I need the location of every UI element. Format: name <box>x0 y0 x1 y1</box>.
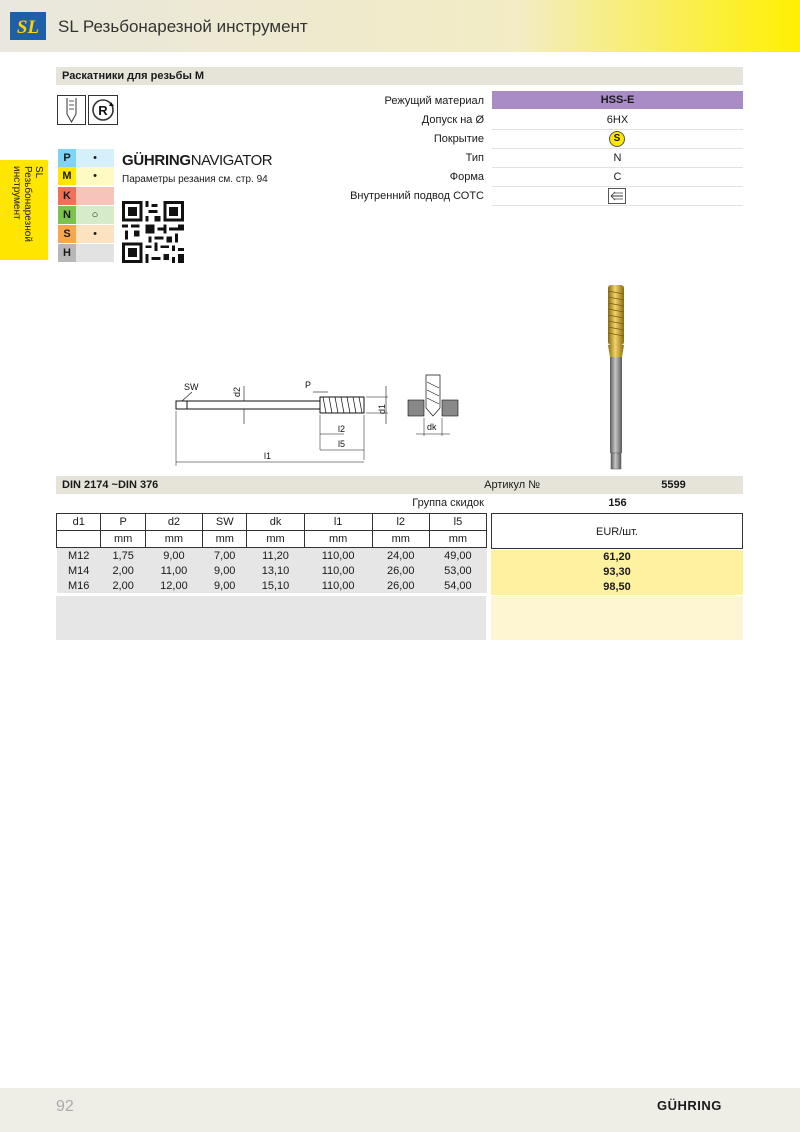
material-letter: N <box>58 206 76 224</box>
table-cell: 110,00 <box>304 548 372 564</box>
discount-group-value: 156 <box>608 497 627 509</box>
table-units-row <box>57 531 487 548</box>
material-row-k <box>58 187 114 205</box>
table-cell: 53,00 <box>429 563 486 578</box>
material-row-m <box>58 167 114 185</box>
article-label: Артикул № <box>484 479 540 491</box>
table-filler <box>56 596 486 640</box>
table-cell: 24,00 <box>372 548 429 564</box>
prop-label-coolant: Внутренний подвод СОТС <box>350 190 484 202</box>
qr-code-icon[interactable] <box>122 201 184 263</box>
material-row-n <box>58 206 114 224</box>
divider <box>492 167 743 168</box>
prop-value-tolerance: 6HX <box>606 114 629 126</box>
column-header: d2 <box>145 514 202 531</box>
table-row[interactable] <box>57 578 487 593</box>
table-cell: 110,00 <box>304 563 372 578</box>
column-header: d1 <box>57 514 101 531</box>
dim-label-l1: l1 <box>264 451 272 461</box>
material-row-p <box>58 149 114 167</box>
sl-logo-icon <box>10 12 46 40</box>
tool-symbol-icons <box>57 95 119 125</box>
price-cell: 93,30 <box>491 565 743 580</box>
tap-product-image <box>602 283 630 473</box>
table-cell: M12 <box>57 548 101 564</box>
table-row[interactable] <box>57 548 487 564</box>
navigator-logo[interactable] <box>122 153 272 169</box>
material-suitability <box>76 244 114 262</box>
material-letter: P <box>58 149 76 167</box>
divider <box>492 186 743 187</box>
chapter-tab-label: SL Резьбонарезной инструмент <box>11 166 44 242</box>
article-value: 5599 <box>661 479 686 491</box>
svg-text:R: R <box>98 103 108 118</box>
prop-label-form: Форма <box>449 171 484 183</box>
material-suitability: • <box>76 225 114 243</box>
unit-cell: mm <box>247 531 304 548</box>
cutting-params-note: Параметры резания см. стр. 94 <box>122 174 268 185</box>
material-suitability <box>76 187 114 205</box>
column-header: P <box>101 514 145 531</box>
table-cell: 9,00 <box>203 578 247 593</box>
divider <box>492 129 743 130</box>
price-cell: 98,50 <box>491 580 743 595</box>
unit-cell: mm <box>429 531 486 548</box>
prop-label-material: Режущий материал <box>384 95 484 107</box>
prop-label-coating: Покрытие <box>433 133 484 145</box>
prop-label-type: Тип <box>465 152 484 164</box>
dim-label-l2: l2 <box>338 424 346 434</box>
unit-cell: mm <box>203 531 247 548</box>
column-header: SW <box>203 514 247 531</box>
dim-label-d2: d2 <box>232 386 242 397</box>
brand-logo: GÜHRING <box>657 1098 722 1113</box>
table-cell: 26,00 <box>372 578 429 593</box>
table-row[interactable] <box>57 563 487 578</box>
price-column-header: EUR/шт. <box>491 513 743 549</box>
table-cell: 49,00 <box>429 548 486 564</box>
internal-coolant-icon <box>608 188 626 204</box>
unit-cell: mm <box>145 531 202 548</box>
material-suitability: • <box>76 167 114 185</box>
page-title: SL Резьбонарезной инструмент <box>58 17 308 36</box>
table-header-bar <box>56 476 743 494</box>
material-letter: K <box>58 187 76 205</box>
column-header: l5 <box>429 514 486 531</box>
navigator-product: NAVIGATOR <box>190 152 273 169</box>
material-suitability: ○ <box>76 206 114 224</box>
dim-label-sw: SW <box>184 382 199 392</box>
material-suitability: • <box>76 149 114 167</box>
standard-label: DIN 2174 ~DIN 376 <box>62 479 159 491</box>
navigator-brand: GÜHRING <box>122 152 191 169</box>
material-letter: M <box>58 167 76 185</box>
table-cell: 2,00 <box>101 578 145 593</box>
dim-label-dk: dk <box>427 422 437 432</box>
unit-cell: mm <box>372 531 429 548</box>
table-cell: 12,00 <box>145 578 202 593</box>
price-filler <box>491 596 743 640</box>
table-column-headers <box>57 514 487 531</box>
prop-value-form: C <box>613 171 622 183</box>
material-row-s <box>58 225 114 243</box>
divider <box>492 205 743 206</box>
right-hand-thread-icon <box>89 96 118 125</box>
column-header: l1 <box>304 514 372 531</box>
table-cell: 110,00 <box>304 578 372 593</box>
unit-cell <box>57 531 101 548</box>
table-cell: 2,00 <box>101 563 145 578</box>
table-cell: 11,20 <box>247 548 304 564</box>
table-cell: 54,00 <box>429 578 486 593</box>
table-cell: 26,00 <box>372 563 429 578</box>
table-cell: 9,00 <box>145 548 202 564</box>
coating-badge-icon: S <box>609 131 625 147</box>
table-cell: 7,00 <box>203 548 247 564</box>
material-letter: H <box>58 244 76 262</box>
section-title: Раскатники для резьбы М <box>56 67 743 85</box>
table-cell: M16 <box>57 578 101 593</box>
tap-dimension-drawing <box>168 370 468 470</box>
dim-label-l5: l5 <box>338 439 346 449</box>
price-cell: 61,20 <box>491 550 743 565</box>
table-cell: 15,10 <box>247 578 304 593</box>
logo-text: SL <box>16 17 40 38</box>
table-cell: 9,00 <box>203 563 247 578</box>
material-row-h <box>58 244 114 262</box>
table-cell: 11,00 <box>145 563 202 578</box>
page-number: 92 <box>56 1098 74 1115</box>
dimensions-table <box>56 513 487 593</box>
tap-shape-icon <box>58 96 86 125</box>
table-cell: M14 <box>57 563 101 578</box>
unit-cell: mm <box>101 531 145 548</box>
dim-label-p: P <box>305 380 312 390</box>
discount-group-label: Группа скидок <box>412 497 484 509</box>
cutting-material-badge: HSS-E <box>492 91 743 109</box>
material-letter: S <box>58 225 76 243</box>
prop-value-type: N <box>613 152 622 164</box>
divider <box>492 148 743 149</box>
table-cell: 1,75 <box>101 548 145 564</box>
column-header: dk <box>247 514 304 531</box>
dim-label-d1: d1 <box>377 403 387 414</box>
unit-cell: mm <box>304 531 372 548</box>
prop-label-tolerance: Допуск на Ø <box>421 114 484 126</box>
column-header: l2 <box>372 514 429 531</box>
table-cell: 13,10 <box>247 563 304 578</box>
